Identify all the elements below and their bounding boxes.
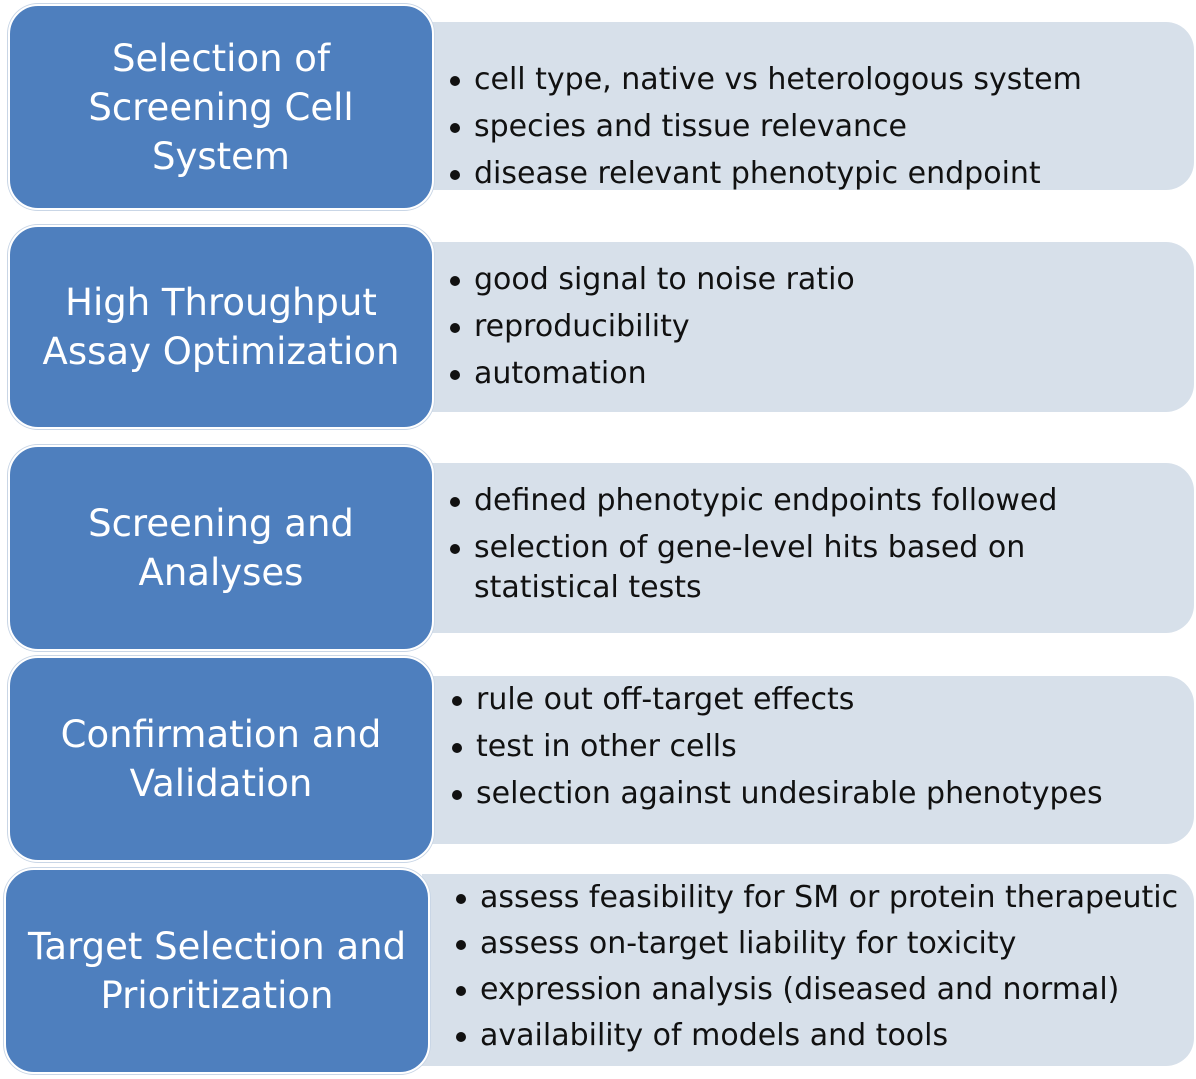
list-item: species and tissue relevance [446, 107, 1194, 147]
list-item: expression analysis (diseased and normal) [452, 970, 1194, 1010]
bullet-icon [450, 323, 460, 333]
list-item: automation [446, 354, 1194, 394]
bullet-icon [450, 370, 460, 380]
bullet-icon [456, 986, 466, 996]
list-item: assess feasibility for SM or protein therapeutic [452, 878, 1194, 918]
stage-1-bullet-list [446, 60, 1194, 194]
stage-5-details-panel [422, 874, 1194, 1066]
stage-4-bullet-list [448, 680, 1194, 814]
bullet-icon [452, 696, 462, 706]
list-item: test in other cells [448, 727, 1194, 767]
bullet-icon [450, 497, 460, 507]
bullet-icon [452, 790, 462, 800]
stage-4-details-panel [426, 676, 1194, 844]
stage-2-bullet-list [446, 260, 1194, 394]
stage-3-bullet-list [446, 481, 1174, 608]
bullet-icon [450, 170, 460, 180]
list-item: availability of models and tools [452, 1016, 1194, 1056]
list-item: rule out off-target effects [448, 680, 1194, 720]
stage-2-box [8, 225, 434, 429]
bullet-icon [456, 940, 466, 950]
stage-3-details-panel [426, 463, 1194, 633]
stage-1-box [8, 4, 434, 210]
bullet-icon [452, 743, 462, 753]
stage-5-box [4, 868, 430, 1074]
list-item: selection of gene-level hits based on statistical tests [446, 528, 1174, 608]
stage-3-box [8, 445, 434, 651]
bullet-icon [450, 123, 460, 133]
stage-3-title: Screening and Analyses [88, 502, 354, 594]
stage-1-details-panel [426, 22, 1194, 190]
stage-5-title: Target Selection and Prioritization [27, 925, 407, 1017]
list-item: good signal to noise ratio [446, 260, 1194, 300]
stage-1-title: Selection of Screening Cell System [88, 36, 354, 178]
list-item: selection against undesirable phenotypes [448, 774, 1194, 814]
stage-2-details-panel [426, 242, 1194, 412]
bullet-icon [450, 76, 460, 86]
bullet-icon [456, 894, 466, 904]
stage-5-bullet-list [452, 878, 1194, 1056]
stage-4-title: Confirmation and Validation [60, 713, 382, 805]
bullet-icon [456, 1032, 466, 1042]
stage-2-title: High Throughput Assay Optimization [42, 281, 400, 373]
list-item: reproducibility [446, 307, 1194, 347]
list-item: assess on-target liability for toxicity [452, 924, 1194, 964]
stage-4-box [8, 656, 434, 862]
list-item: defined phenotypic endpoints followed [446, 481, 1174, 521]
bullet-icon [450, 544, 460, 554]
list-item: cell type, native vs heterologous system [446, 60, 1194, 100]
bullet-icon [450, 276, 460, 286]
list-item: disease relevant phenotypic endpoint [446, 154, 1194, 194]
